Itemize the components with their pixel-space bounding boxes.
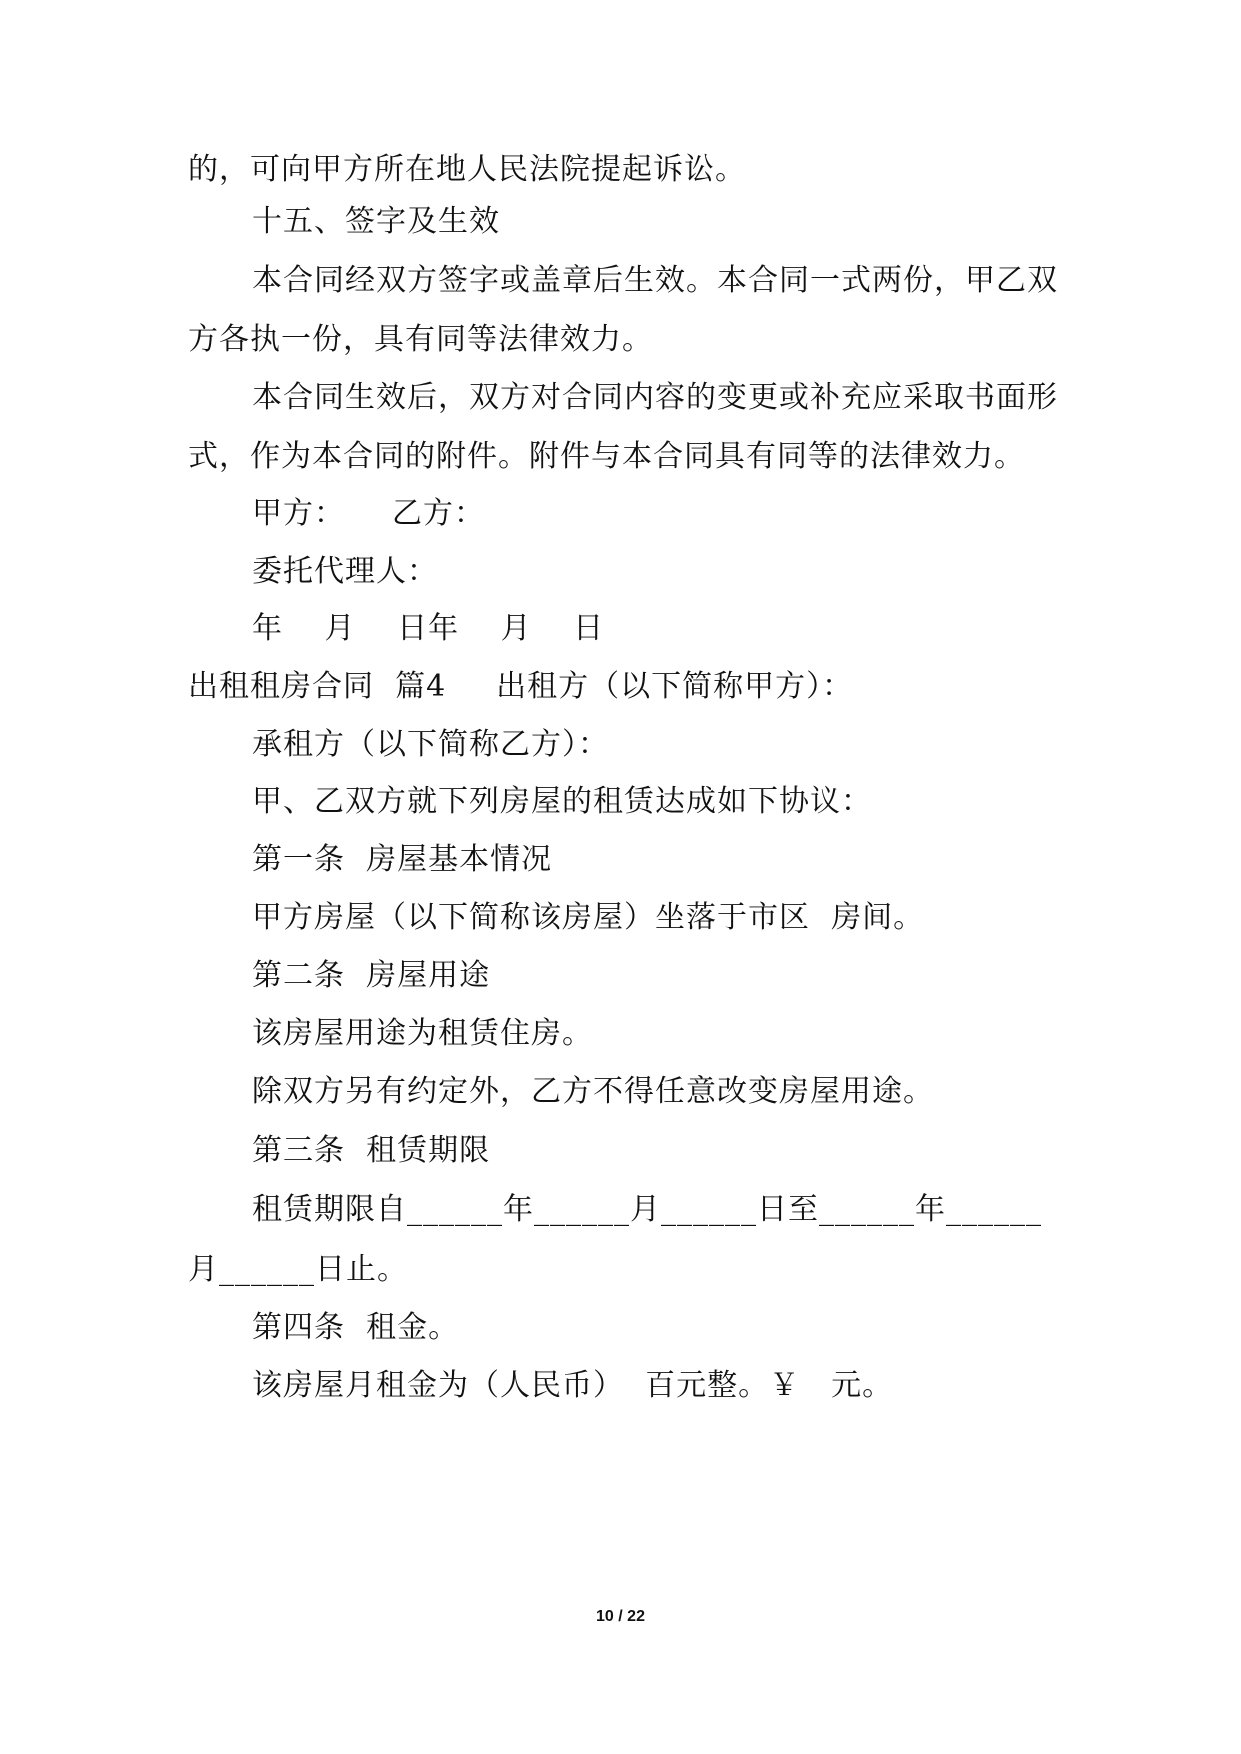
contract-heading-row xyxy=(188,665,1068,709)
lease-term-line: 月______日止。 xyxy=(188,1252,408,1287)
paragraph-line: 甲方房屋（以下简称该房屋）坐落于市区 房间。 xyxy=(252,900,925,935)
paragraph-line: 的，可向甲方所在地人民法院提起诉讼。 xyxy=(188,152,746,187)
paragraph-line: 方各执一份，具有同等法律效力。 xyxy=(188,322,653,357)
paragraph-line: 该房屋用途为租赁住房。 xyxy=(252,1016,593,1051)
paragraph-line: 式，作为本合同的附件。附件与本合同具有同等的法律效力。 xyxy=(188,439,1025,474)
paragraph-line: 本合同经双方签字或盖章后生效。本合同一式两份，甲乙双 xyxy=(252,263,1058,298)
article-heading: 第一条 房屋基本情况 xyxy=(252,842,553,877)
date-line: 年 月 日年 月 日 xyxy=(252,611,605,646)
lessor-label: 出租方（以下简称甲方）： xyxy=(496,669,854,704)
article-heading: 第四条 租金。 xyxy=(252,1310,460,1345)
lease-term-line: 租赁期限自______年______月______日至______年______ xyxy=(252,1192,1042,1227)
section-heading: 十五、签字及生效 xyxy=(252,204,500,239)
signature-parties: 甲方： 乙方： xyxy=(252,496,485,531)
lessee-label: 承租方（以下简称乙方）： xyxy=(252,727,609,762)
paragraph-line: 除双方另有约定外，乙方不得任意改变房屋用途。 xyxy=(252,1074,934,1109)
heading-gap xyxy=(446,665,496,709)
contract-title: 出租租房合同 篇4 xyxy=(188,669,447,704)
article-heading: 第二条 房屋用途 xyxy=(252,958,491,993)
page-number: 10 / 22 xyxy=(596,1608,645,1625)
agent-line: 委托代理人： xyxy=(252,554,438,589)
paragraph-line: 甲、乙双方就下列房屋的租赁达成如下协议： xyxy=(252,784,872,819)
paragraph-line: 本合同生效后，双方对合同内容的变更或补充应采取书面形 xyxy=(252,380,1058,415)
rent-line: 该房屋月租金为（人民币） 百元整。￥ 元。 xyxy=(252,1368,894,1403)
article-heading: 第三条 租赁期限 xyxy=(252,1133,491,1168)
